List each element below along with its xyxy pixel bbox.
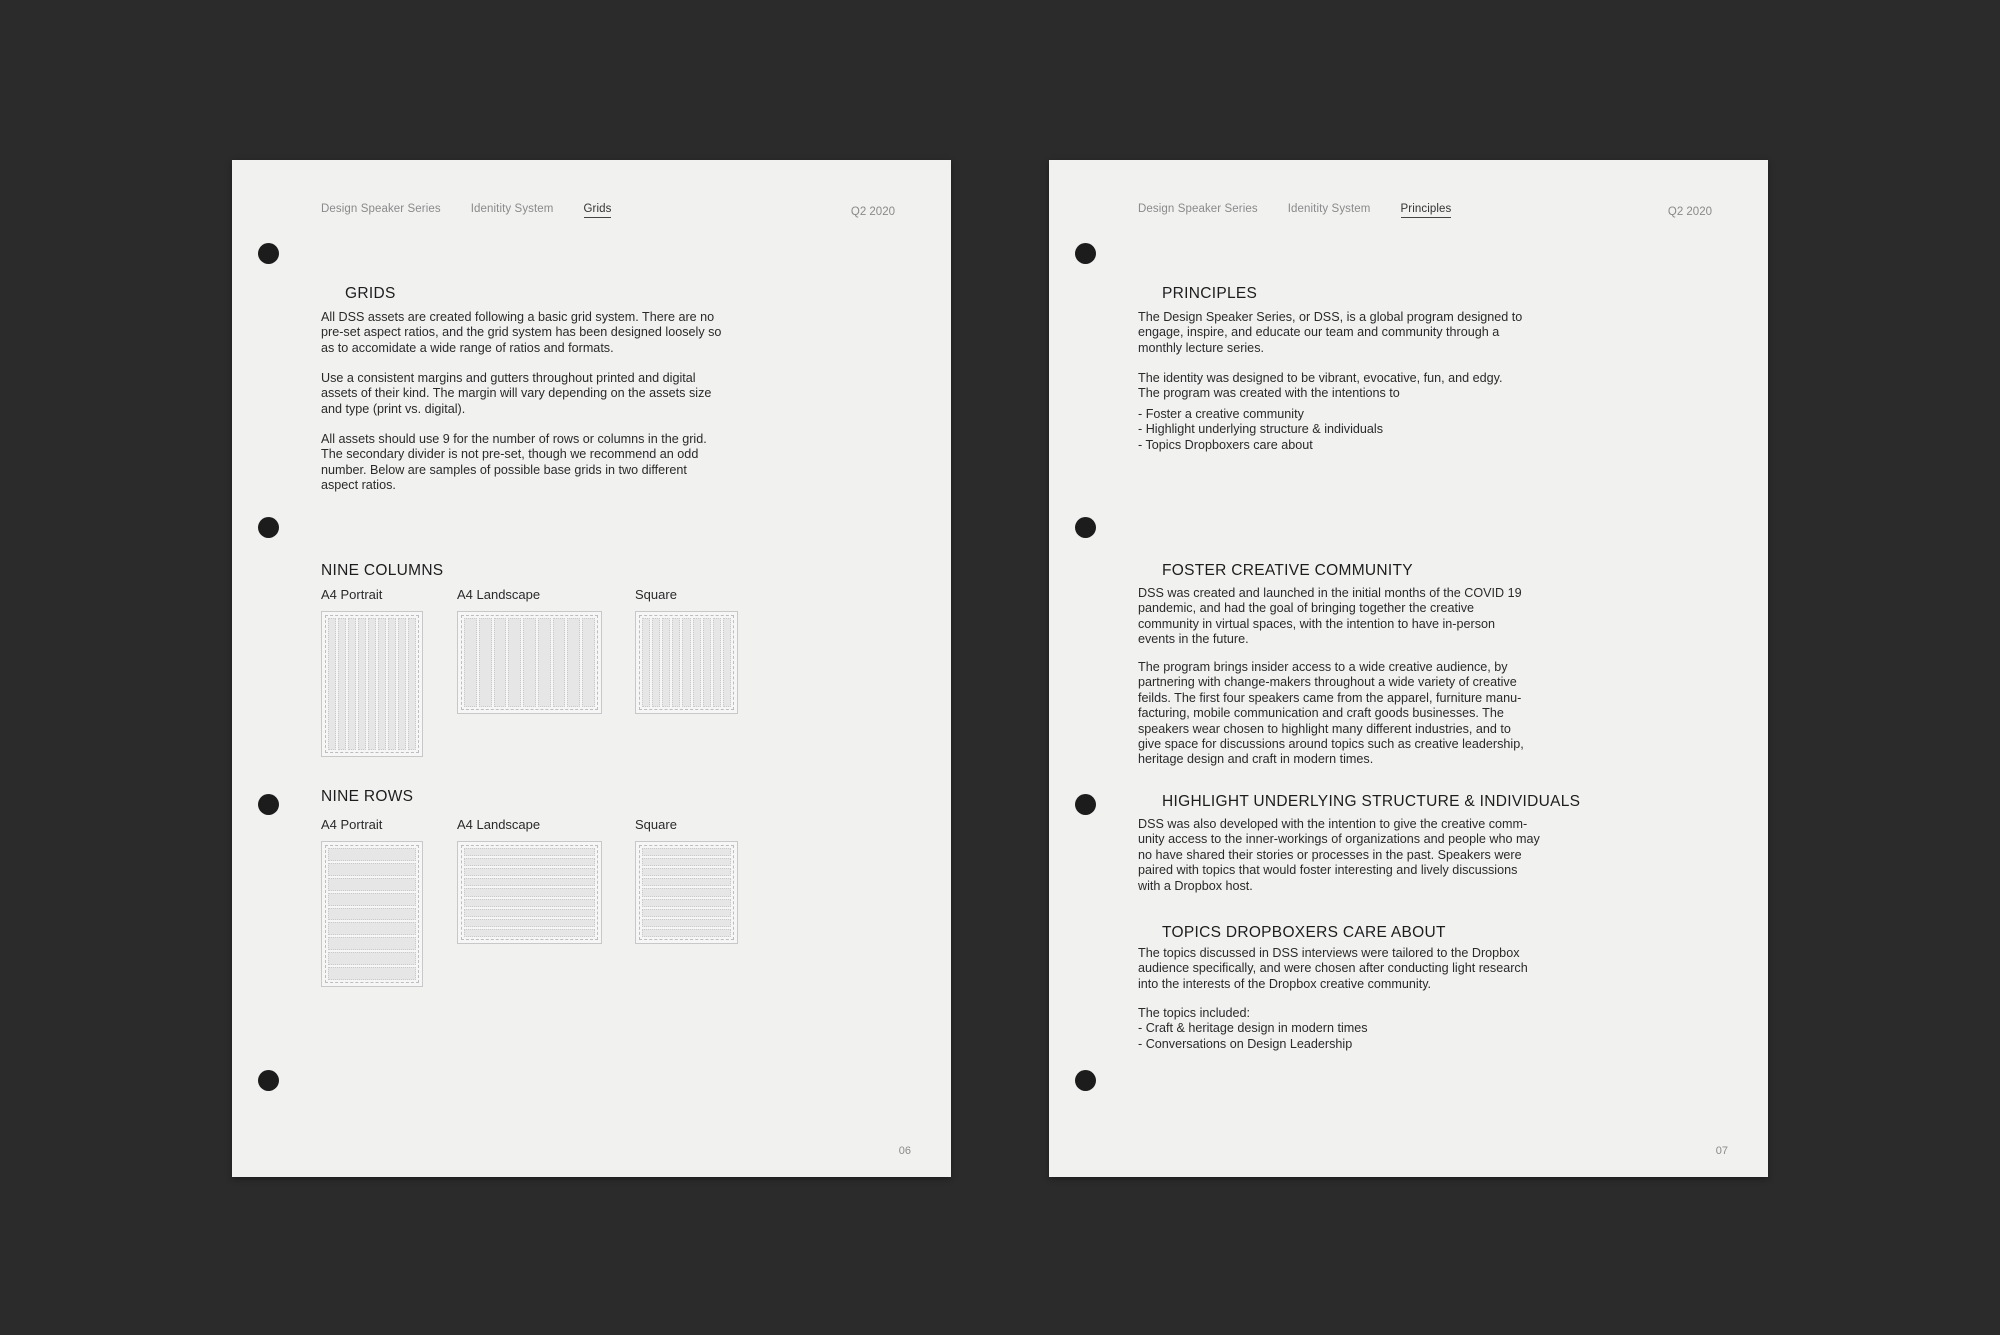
grid-column [642, 618, 650, 707]
binder-hole [258, 794, 279, 815]
binder-hole [258, 243, 279, 264]
page-date: Q2 2020 [1667, 206, 1712, 218]
paragraph: All assets should use 9 for the number of rows or columns in the grid. The secondary divider is not pre-set, though we recommend an odd number. Below are samples of possible base grids in two different aspect ratios. [321, 432, 707, 493]
grid-sample-rows-a4-portrait [321, 841, 423, 987]
grid-label: Square [635, 587, 677, 602]
grid-column [358, 618, 366, 750]
section-title-grids: GRIDS [345, 285, 396, 302]
grid-column [388, 618, 396, 750]
grid-row [464, 858, 595, 866]
grid-column [682, 618, 690, 707]
binder-hole [1075, 794, 1096, 815]
grid-column [652, 618, 660, 707]
grid-row [464, 888, 595, 896]
page-number: 07 [1715, 1145, 1728, 1157]
grid-column [672, 618, 680, 707]
grid-column [338, 618, 346, 750]
grid-row [642, 909, 731, 917]
paragraph: All DSS assets are created following a basic grid system. There are no pre-set aspect ratios, and the grid system has been designed loosely so as to accomidate a wide range of ratios and formats. [321, 310, 722, 355]
grid-row [464, 919, 595, 927]
grid-row [642, 899, 731, 907]
grid-column [553, 618, 566, 707]
grid-row [328, 967, 416, 980]
paragraph: The program brings insider access to a wide creative audience, by partnering with change-makers throughout a wide variety of creative feilds. The first four speakers came from the apparel, furniture manu- facturing, mobile communication and craft goods businesses. The speakers wear chosen to highlight many different industries, and to give space for discussions around topics such as creative leadership, heritage design and craft in modern times. [1138, 660, 1524, 767]
grid-row [328, 848, 416, 861]
grid-column [582, 618, 595, 707]
section-title-topics: TOPICS DROPBOXERS CARE ABOUT [1162, 924, 1446, 941]
binder-hole [258, 517, 279, 538]
grid-column [723, 618, 731, 707]
grid-column [494, 618, 507, 707]
grid-label: A4 Landscape [457, 587, 541, 602]
grid-column [523, 618, 536, 707]
page-principles [1049, 160, 1768, 1177]
paragraph: The topics discussed in DSS interviews were tailored to the Dropbox audience specifically, and were chosen after conducting light research into the interests of the Dropbox creative community. [1138, 946, 1528, 991]
grid-row [328, 893, 416, 906]
nav-item-identity-system[interactable]: Idenitity System [1287, 203, 1371, 215]
grid-row [642, 919, 731, 927]
paragraph: DSS was also developed with the intention to give the creative comm- unity access to the inner-workings of organizations and people who may no have shared their stories or processes in the past. Speakers were paired with topics that would foster interesting and lively discussions with a Dropbox host. [1138, 817, 1540, 893]
grid-column [398, 618, 406, 750]
grid-column [567, 618, 580, 707]
grid-row [642, 868, 731, 876]
paragraph: DSS was created and launched in the initial months of the COVID 19 pandemic, and had the goal of bringing together the creative community in virtual spaces, with the intention to have in-person events in the future. [1138, 586, 1522, 647]
paragraph: The identity was designed to be vibrant, evocative, fun, and edgy. The program was created with the intentions to [1138, 371, 1503, 401]
grid-row [642, 888, 731, 896]
grid-row [328, 922, 416, 935]
grid-row [328, 908, 416, 921]
grid-column [703, 618, 711, 707]
grid-row [464, 868, 595, 876]
grid-row [642, 858, 731, 866]
grid-column [713, 618, 721, 707]
intentions-list: - Foster a creative community - Highlight underlying structure & individuals - Topics Dropboxers care about [1138, 407, 1384, 452]
grid-row [642, 929, 731, 937]
grid-label: A4 Portrait [321, 587, 383, 602]
section-title-nine-rows: NINE ROWS [321, 788, 414, 805]
section-title-foster-creative-community: FOSTER CREATIVE COMMUNITY [1162, 562, 1413, 579]
binder-hole [1075, 517, 1096, 538]
grid-row [464, 929, 595, 937]
topics-list: The topics included: - Craft & heritage design in modern times - Conversations on Design Leadership [1138, 1006, 1368, 1051]
nav-item-design-speaker-series[interactable]: Design Speaker Series [321, 203, 441, 215]
grid-row [642, 848, 731, 856]
nav-item-identity-system[interactable]: Idenitity System [470, 203, 554, 215]
section-title-highlight-structure: HIGHLIGHT UNDERLYING STRUCTURE & INDIVIDUALS [1162, 793, 1581, 810]
paragraph: The Design Speaker Series, or DSS, is a global program designed to engage, inspire, and educate our team and community through a monthly lecture series. [1138, 310, 1523, 355]
grid-row [328, 952, 416, 965]
grid-column [662, 618, 670, 707]
grid-row [464, 848, 595, 856]
grid-row [328, 937, 416, 950]
grid-sample-rows-a4-landscape [457, 841, 602, 944]
grid-column [408, 618, 416, 750]
page-grids [232, 160, 951, 1177]
nav-item-design-speaker-series[interactable]: Design Speaker Series [1138, 203, 1258, 215]
grid-column [368, 618, 376, 750]
grid-sample-rows-square [635, 841, 738, 944]
grid-column [508, 618, 521, 707]
binder-hole [258, 1070, 279, 1091]
nav-item-grids[interactable]: Grids [584, 203, 612, 218]
grid-row [642, 878, 731, 886]
grid-sample-columns-a4-portrait [321, 611, 423, 757]
page-date: Q2 2020 [850, 206, 895, 218]
grid-sample-columns-a4-landscape [457, 611, 602, 714]
grid-row [464, 878, 595, 886]
grid-row [328, 863, 416, 876]
section-title-principles: PRINCIPLES [1162, 285, 1258, 302]
grid-column [479, 618, 492, 707]
breadcrumb [1138, 203, 1451, 218]
section-title-nine-columns: NINE COLUMNS [321, 562, 444, 579]
paragraph: Use a consistent margins and gutters throughout printed and digital assets of their kind. The margin will vary depending on the assets size and type (print vs. digital). [321, 371, 712, 416]
grid-column [538, 618, 551, 707]
grid-row [464, 909, 595, 917]
grid-sample-columns-square [635, 611, 738, 714]
grid-label: A4 Landscape [457, 817, 541, 832]
grid-column [464, 618, 477, 707]
grid-row [464, 899, 595, 907]
binder-hole [1075, 243, 1096, 264]
binder-hole [1075, 1070, 1096, 1091]
breadcrumb [321, 203, 611, 218]
nav-item-principles[interactable]: Principles [1401, 203, 1452, 218]
grid-column [378, 618, 386, 750]
grid-column [348, 618, 356, 750]
grid-row [328, 878, 416, 891]
grid-label: Square [635, 817, 677, 832]
grid-column [693, 618, 701, 707]
grid-label: A4 Portrait [321, 817, 383, 832]
grid-column [328, 618, 336, 750]
page-number: 06 [898, 1145, 911, 1157]
